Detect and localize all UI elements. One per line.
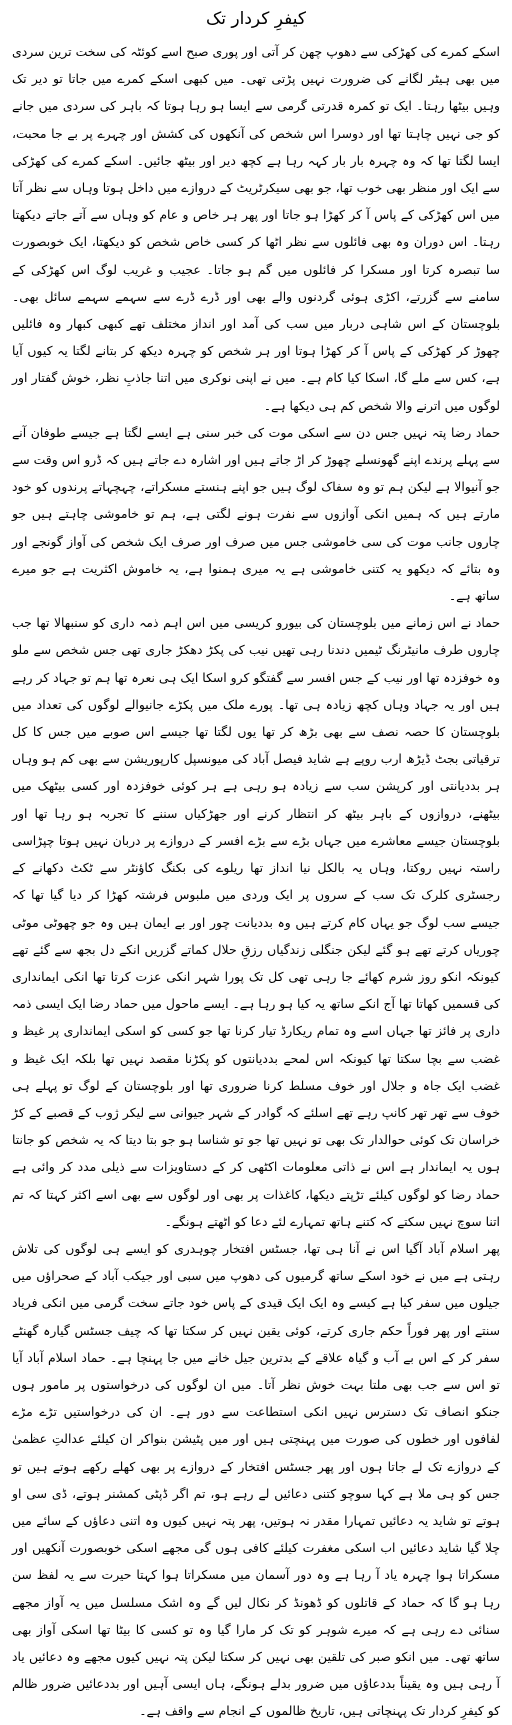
paragraph-4: پھر اسلام آباد آگیا اس نے آنا ہی تھا، جسٹس افتخار چوہدری کو ایسے ہی لوگوں کی تلاش رہتی ہے میں نے خود اسکے ساتھ گرمیوں کی دھوپ میں سبی اور جیکب آباد کے صحراؤں میں جیلوں میں سفر کیا ہے کیسے وہ ایک ایک قیدی کے پاس خود جاتے سخت گرمی میں انکی فریاد سنتے اور پھر فوراً حکم جاری کرتے، کوئی یقین نہیں کر سکتا تھا کہ چیف جسٹس گیارہ گھنٹے سفر کر کے اس بے آب و گیاہ علاقے کے بدترین جیل خانے میں جا پہنچا ہے۔ حماد اسلام آباد آیا تو اس سے جب بھی ملتا بہت خوش نظر آتا۔ میں ان لوگوں کی درخواستوں پر مامور ہوں جنکو انصاف تک دسترس نہیں انکی استطاعت سے دور ہے۔ ان کی درخواستیں تڑے مڑے لفافوں اور خطوں کی صورت میں پہنچتی ہیں اور میں پٹیشن بنواکر ان کیلئے عدالتِ عظمیٰ کے دروازے تک لے جاتا ہوں اور پھر جسٹس افتخار کے دروازے پر بھی کھلے رکھے ہوتے ہیں تو جس کو ہی ملا ہے کہا سوچو کتنی دعائیں لے رہے ہو، تم اگر ڈپٹی کمشنر ہوتے، ڈی سی او ہوتے تو شاید یہ دعائیں تمہارا مقدر نہ ہوتیں، پھر پتہ نہیں کیوں وہ اتنی دعاؤں کے سائے میں چلا گیا شاید دعائیں اب اسکی مغفرت کیلئے کافی ہوں گی مجھے اسکی خوبصورت آنکھیں اور مسکراتا ہوا چہرہ یاد آ رہا ہے وہ دور آسمان میں مسکراتا ہوا کہتا حیرت سے یہ لفظ سن رہا ہو گا کہ حماد کے قاتلوں کو ڈھونڈ کر نکال لیں گے وہ اشک مسلسل میں یہ آواز مجھے سنائی دے رہی ہے کہ میرے شوہر کو تک کر مارا گیا وہ تو کسی کا بیٹا تھا اسکی آواز بھی ساتھ تھی۔ میں انکو صبر کی تلقین بھی نہیں کر سکتا لیکن پتہ نہیں کیوں مجھے وہ دعائیں یاد آ رہی ہیں وہ یقیناً بددعاؤں میں ضرور بدلے ہونگے، ہاں ایسی آہیں اور بددعائیں ضرور ظالم کو کیفرِ کردار تک پہنچاتی ہیں، تاریخ ظالموں کے انجام سے واقف ہے۔ <box>12 1240 500 1719</box>
column-title: کیفرِ کردار تک <box>206 9 306 29</box>
paragraph-3: حماد نے اس زمانے میں بلوچستان کی بیورو کریسی میں اس اہم ذمہ داری کو سنبھالا تھا جب چاروں طرف مانیٹرنگ ٹیمیں دندنا رہی تھیں نیب کی پکڑ دھکڑ جاری تھی جس شخص سے ملو وہ خوفزدہ تھا اور نیب کے جس افسر سے گفتگو کرو اسکا ایک ہی نعرہ تھا ہم تو جہاد کر رہے ہیں اور یہ جہاد وہاں کچھ زیادہ ہی تھا۔ پورے ملک میں پکڑے جانیوالے لوگوں کی تعداد میں بلوچستان کا حصہ نصف سے بھی بڑھ کر تھا یوں لگتا تھا جیسے اس صوبے میں جس کا کل ترقیاتی بجٹ ڈیڑھ ارب روپے ہے شاید فیصل آباد کی میونسپل کارپوریشن سے بھی کم ہو وہاں ہر بددیانتی اور کرپشن سب سے زیادہ ہو رہی ہے ہر کوئی خوفزدہ اور کسی بیٹھک میں بیٹھنے، دروازوں کے باہر بیٹھ کر انتظار کرنے اور جھڑکیاں سننے کا تجربہ ہو رہا تھا اور بلوچستان جیسے معاشرے میں جہاں بڑے سے بڑے افسر کے دروازے پر دربان نہیں ہوتا چپڑاسی راستہ نہیں روکتا، وہاں یہ بالکل نیا انداز تھا ریلوے کی بکنگ کاؤنٹر سے ٹکٹ دکھانے کے رجسٹری کلرک تک سب کے سروں پر ایک وردی میں ملبوس فرشتہ کھڑا کر دیا گیا تھا کہ جیسے سب لوگ جو یہاں کام کرتے ہیں وہ بددیانت چور اور بے ایمان ہیں وہ جو چھوٹی موٹی چوریاں کرتے تھے ہو گئے لیکن جنگلی زندگیاں رزقِ حلال کماتے گزریں انکے دل بجھ سے گئے تھے کیونکہ انکو روز شرم کھائے جا رہی تھی کل تک پورا شہر انکی عزت کرتا تھا انکی ایمانداری کی قسمیں کھاتا تھا آج انکے ساتھ یہ کیا ہو رہا ہے۔ ایسے ماحول میں حماد رضا ایک ایسی ذمہ داری پر فائز تھا جہاں اسے وہ تمام ریکارڈ تیار کرنا تھا جو کسی کو اسکی ایمانداری پر غیظ و غضب سے بچا سکتا تھا کیونکہ اس لمحے بددیانتوں کو پکڑنا مقصد نہیں تھا بلکہ ایک غیظ و غضب ایک جاہ و جلال اور خوف مسلط کرنا ضروری تھا اور بلوچستان کے لوگ تو پہلے ہی خوف سے تھر تھر کانپ رہے تھے اسلئے کہ گوادر کے شہر جیوانی سے لیکر ژوب کے قصبے کے کڑ خراسان تک کوئی حوالدار تک بھی تو نہیں تھا جو تو شناسا ہو جو بتا دیتا کہ یہ شخص کو جانتا ہوں یہ ایماندار ہے اس نے ذاتی معلومات اکٹھی کر کے دستاویزات سے ذیلی مدد کر وائی ہے حماد رضا کو لوگوں کیلئے تڑپتے دیکھا، کاغذات پر بھی اور لوگوں سے بھی اسے اکثر کہتا کہ تم اتنا سوچ نہیں سکتے کہ کتنے ہاتھ تمہارے لئے دعا کو اٹھتے ہونگے۔ <box>12 615 500 1229</box>
paragraph-2: حماد رضا پتہ نہیں جس دن سے اسکی موت کی خبر سنی ہے ایسے لگتا ہے جیسے طوفان آنے سے پہلے پرندے اپنے گھونسلے چھوڑ کر اڑ جاتے ہیں اور اشارہ دے جاتے ہیں کہ ڈرو اس وقت سے جو آنیوالا ہے لیکن ہم تو وہ سفاک لوگ ہیں جو اپنے ہنستے مسکراتے، چہچہاتے پرندوں کو خود مارتے ہیں کہ ہمیں انکی آوازوں سے نفرت ہونے لگتی ہے، ہم تو خاموشی چاہتے ہیں جو چاروں جانب موت کی سی خاموشی جس میں صرف اور صرف ایک شخص کی آواز گونجے اور وہ بتائے کہ دیکھو یہ کتنی خاموشی ہے یہ میری ہمنوا ہے، یہ خاموش اکثریت ہے جو میرے ساتھ ہے۔ <box>12 424 500 604</box>
column-body <box>12 38 500 1725</box>
paragraph-1: اسکے کمرے کی کھڑکی سے دھوپ چھن کر آتی اور پوری صبح اسے کوئٹہ کی سخت ترین سردی میں بھی ہیٹر لگانے کی ضرورت نہیں پڑتی تھی۔ میں کبھی اسکے کمرے میں جاتا تو دیر تک وہیں بیٹھا رہتا۔ ایک تو کمرہ قدرتی گرمی سے ایسا ہو رہا ہوتا کہ باہر کی سردی میں جانے کو جی نہیں چاہتا تھا اور دوسرا اس شخص کی آنکھوں کی کشش اور چہرے پر بے جا محبت، ایسا لگتا تھا کہ وہ چہرہ بار بار کہہ رہا ہے کچھ دیر اور بیٹھ جائیں۔ اسکے کمرے کی کھڑکی سے ایک اور منظر بھی خوب تھا، جو بھی سیکرٹریٹ کے دروازے میں داخل ہوتا وہاں سے نظر آتا میں اس کھڑکی کے پاس آ کر کھڑا ہو جاتا اور پھر ہر خاص و عام کو وہاں سے آتے جاتے دیکھتا رہتا۔ اس دوران وہ بھی فائلوں سے نظر اٹھا کر کسی خاص شخص کو دیکھتا، ایک خوبصورت سا تبصرہ کرتا اور مسکرا کر فائلوں میں گم ہو جاتا۔ عجیب و غریب لوگ اس کھڑکی کے سامنے سے گزرتے، اکڑی ہوئی گردنوں والے بھی اور ڈرے ڈرے سے سہمے سہمے سائل بھی۔ بلوچستان کے اس شاہی دربار میں سب کی آمد اور انداز مختلف تھے کبھی کبھار وہ فائلیں چھوڑ کر کھڑکی کے پاس آ کر کھڑا ہوتا اور ہر شخص کو چہرہ دیکھ کر بتانے لگتا یہ کیوں آیا ہے، کس سے ملے گا، اسکا کیا کام ہے۔ میں نے اپنی نوکری میں اتنا جاذبِ نظر، خوش گفتار اور لوگوں میں اترنے والا شخص کم ہی دیکھا ہے۔ <box>12 44 500 413</box>
